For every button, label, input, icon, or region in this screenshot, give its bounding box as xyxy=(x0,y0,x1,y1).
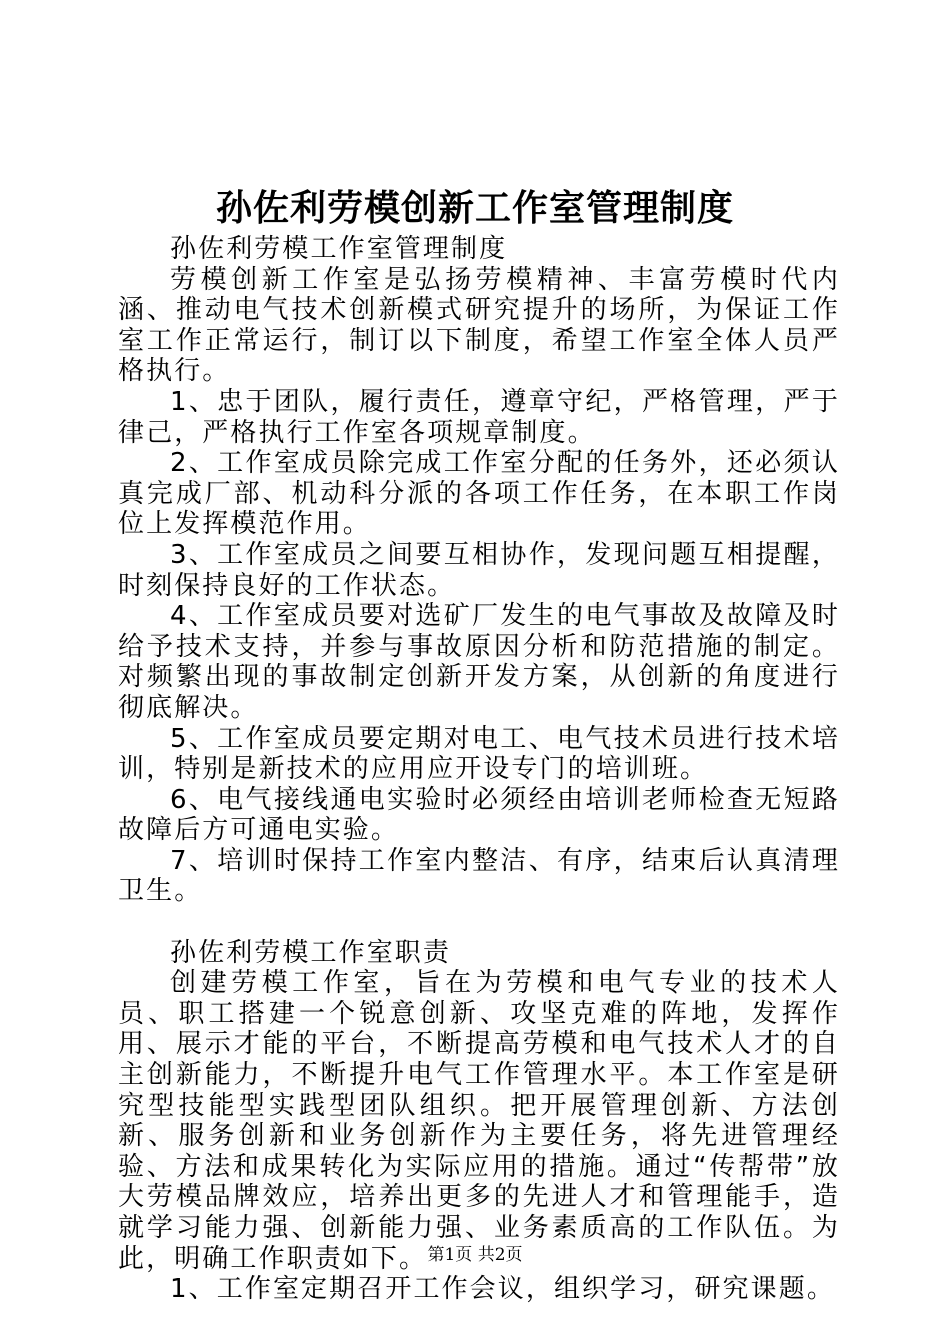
section-spacer xyxy=(118,907,840,938)
rule-item: 1、忠于团队，履行责任，遵章守纪，严格管理，严于律己，严格执行工作室各项规章制度。 xyxy=(118,386,840,448)
rule-item: 5、工作室成员要定期对电工、电气技术员进行技术培训，特别是新技术的应用应开设专门的培训班。 xyxy=(118,723,840,785)
rule-item: 4、工作室成员要对选矿厂发生的电气事故及故障及时给予技术支持，并参与事故原因分析和防范措施的制定。对频繁出现的事故制定创新开发方案，从创新的角度进行彻底解决。 xyxy=(118,601,840,723)
rule-item: 7、培训时保持工作室内整洁、有序，结束后认真清理卫生。 xyxy=(118,845,840,907)
section-intro-duties: 创建劳模工作室，旨在为劳模和电气专业的技术人员、职工搭建一个锐意创新、攻坚克难的阵地，发挥作用、展示才能的平台，不断提高劳模和电气技术人才的自主创新能力，不断提升电气工作管理水平。本工作室是研究型技能型实践型团队组织。把开展管理创新、方法创新、服务创新和业务创新作为主要任务，将先进管理经验、方法和成果转化为实际应用的措施。通过“传帮带”放大劳模品牌效应，培养出更多的先进人才和管理能手，造就学习能力强、创新能力强、业务素质高的工作队伍。为此，明确工作职责如下。 xyxy=(118,968,840,1274)
section-intro-rules: 劳模创新工作室是弘扬劳模精神、丰富劳模时代内涵、推动电气技术创新模式研究提升的场所，为保证工作室工作正常运行，制订以下制度，希望工作室全体人员严格执行。 xyxy=(118,264,840,387)
page-footer: 第1页 共2页 xyxy=(427,1245,523,1265)
duty-item: 1、工作室定期召开工作会议，组织学习，研究课题。 xyxy=(170,1274,835,1305)
document-body xyxy=(118,234,840,1305)
rule-item: 6、电气接线通电实验时必须经由培训老师检查无短路故障后方可通电实验。 xyxy=(118,784,840,846)
rule-item: 2、工作室成员除完成工作室分配的任务外，还必须认真完成厂部、机动科分派的各项工作任务，在本职工作岗位上发挥模范作用。 xyxy=(118,448,840,540)
section-heading-duties: 孙佐利劳模工作室职责 xyxy=(170,937,452,968)
rule-item: 3、工作室成员之间要互相协作，发现问题互相提醒，时刻保持良好的工作状态。 xyxy=(118,539,840,601)
document-title: 孙佐利劳模创新工作室管理制度 xyxy=(215,187,734,229)
section-heading-rules: 孙佐利劳模工作室管理制度 xyxy=(170,234,508,264)
